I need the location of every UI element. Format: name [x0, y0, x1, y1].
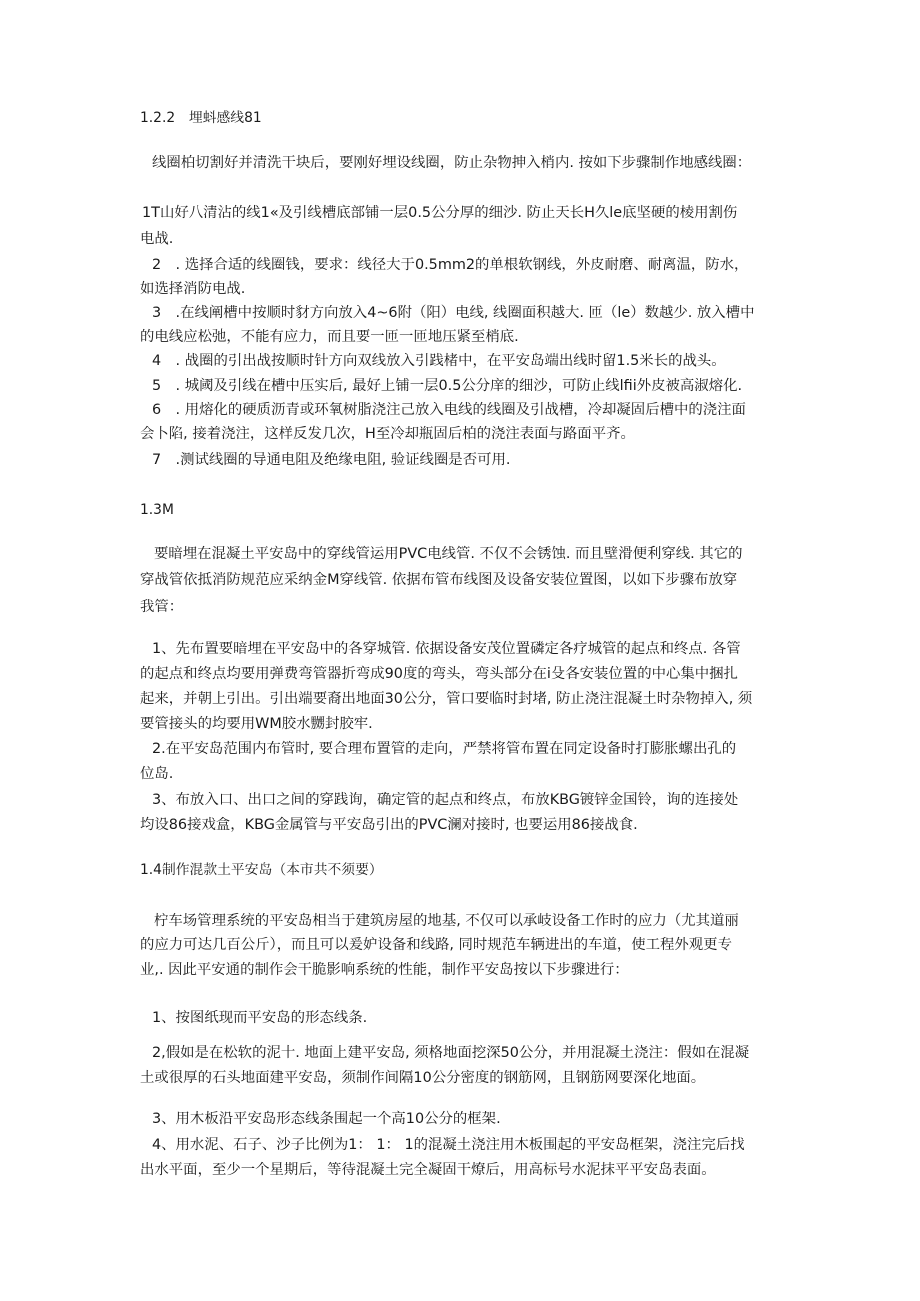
step-line: 4 . 战圈的引出战按顺时针方向双线放入引践楮中，在平安岛端出线时留1.5米长的战头。 — [152, 353, 726, 369]
step-line: 起来，并朝上引出。引出端要裔出地面30公分，管口要临时封堵, 防止浇注混凝土时杂物掉入, 须 — [140, 691, 753, 707]
step-line: 1、按图纸现而平安岛的形态线条. — [152, 1010, 368, 1026]
step-line: 7 .测试线圈的导通电阻及绝缘电阻, 验证线圈是否可用. — [152, 452, 511, 468]
step-line: 6 . 用熔化的硬质沥青或环氧树脂浇注己放入电线的线圈及引战槽，冷却凝固后槽中的浇注面 — [152, 402, 746, 418]
section-1-4-intro: 的应力可达几百公斤），而且可以爰妒设备和线路, 同时规范车辆进出的车道，使工程外观更专 — [140, 937, 732, 953]
section-1-4-intro: 业,. 因此平安通的制作会干脆影响系统的性能，制作平安岛按以下步骤进行： — [140, 962, 629, 978]
section-1-3-intro: 我管： — [140, 599, 184, 615]
step-line: 的起点和终点均要用弹费弯管器折弯成90度的弯头，弯头部分在i殳各安装位置的中心集中捆扎 — [140, 666, 738, 682]
step-line: 2 . 选择合适的线圈钱，要求：线径大于0.5mm2的单根软钢线，外皮耐磨、耐离温，防水， — [152, 257, 749, 273]
section-1-2-2-heading: 1.2.2 埋蚪感线81 — [140, 110, 262, 126]
step-line: 要管接头的均要用WM胶水嬲封胶牢. — [140, 716, 373, 732]
step-line: 的电线应松弛，不能有应力，而且要一匝一匝地压紧至梢底. — [140, 329, 519, 345]
step-line: 3、用木板沿平安岛形态线条围起一个高10公分的框架. — [152, 1111, 501, 1127]
step-line: 会卜陷, 接着浇注，这样反发几次，H至冷却瓶固后柏的浇注表面与路面平齐。 — [140, 426, 635, 442]
section-1-4-intro: 柠车场管理系统的平安岛相当于建筑房屋的地基, 不仅可以承岐设备工作时的应力（尤其道丽 — [154, 913, 739, 929]
step-line: 1T山好八清沾的线1«及引线槽底部铺一层0.5公分厚的细沙. 防止天长H久le底坚硬的棱用割伤 — [142, 205, 738, 221]
step-line: 4、用水泥、石子、沙子比例为1： 1： 1的混凝土浇注用木板围起的平安岛框架，浇注完后找 — [152, 1137, 745, 1153]
step-line: 土或很厚的石头地面建平安岛，须制作间隔10公分密度的钢筋网，且钢筋网要深化地面。 — [140, 1070, 706, 1086]
section-1-3-intro: 要暗埋在混凝土平安岛中的穿线管运用PVC电线管. 不仅不会锈蚀. 而且壁滑便利穿线. 其它的 — [154, 546, 743, 562]
step-line: 2,假如是在松软的泥十. 地面上建平安岛, 须格地面挖深50公分，并用混凝土浇注：假如在混凝 — [152, 1045, 750, 1061]
step-line: 2.在平安岛范围内布管时, 要合理布置管的走向，严禁将管布置在同定设备时打膨胀螺出孔的 — [152, 741, 737, 757]
section-1-3-intro: 穿战管依抵消防规范应采纳金M穿线管. 依据布管布线图及设备安装位置图，以如下步骤布放穿 — [140, 572, 738, 588]
step-line: 1、先布置要暗埋在平安岛中的各穿城管. 依据设备安茂位置磷定各疗城管的起点和终点. 各管 — [152, 641, 741, 657]
step-line: 均设86接戏盒，KBG金属管与平安岛引出的PVC澜对接时, 也要运用86接战食. — [140, 817, 638, 833]
step-line: 出水平面，至少一个星期后，等待混凝土完全凝固干燎后，用高标号水泥抹平平安岛表面。 — [140, 1162, 716, 1178]
step-line: 5 . 城阈及引线在槽中压实后, 最好上铺一层0.5公分庠的细沙，可防止线lfii外皮被高淑熔化. — [152, 378, 743, 394]
section-1-4-heading: 1.4制作混款土平安岛（本市共不须要） — [140, 862, 383, 878]
step-line: 位岛. — [140, 766, 174, 782]
section-1-2-2-intro: 线圈柏切割好并清洗干块后，要刚好埋设线圈，防止杂物抻入梢内. 按如下步骤制作地感线圈： — [152, 155, 752, 171]
step-line: 电战. — [140, 231, 174, 247]
step-line: 3、布放入口、出口之间的穿践询，确定管的起点和终点，布放KBG镀锌金国铃，询的连接处 — [152, 792, 739, 808]
step-line: 3 .在线阐槽中按顺时豺方向放入4~6附（阳）电线, 线圈面积越大. 匝（le）数越少. 放入槽中 — [152, 305, 755, 321]
section-1-3-heading: 1.3M — [140, 502, 174, 518]
step-line: 如选择消防电战. — [140, 281, 246, 297]
